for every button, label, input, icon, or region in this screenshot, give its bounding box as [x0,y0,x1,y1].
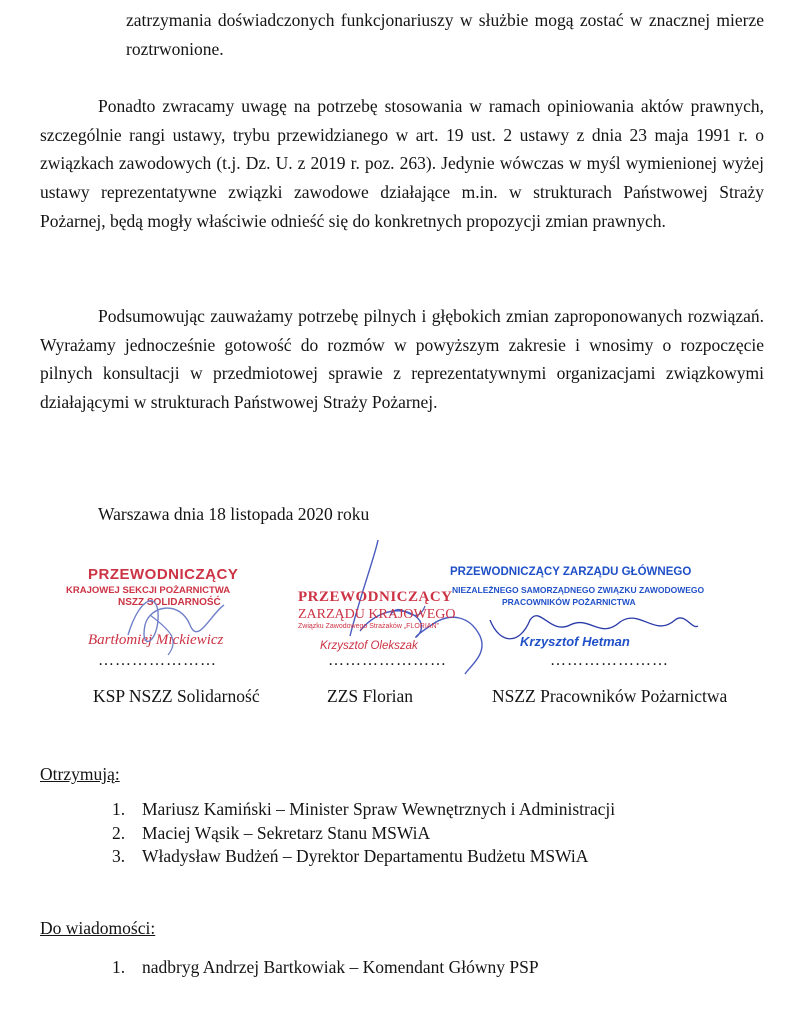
stamp-3-org: NIEZALEŻNEGO SAMORZĄDNEGO ZWIĄZKU ZAWODOWEGO [452,585,705,595]
signature-line-3: ………………… [550,652,669,669]
stamp-2-org: ZARZĄDU KRAJOWEGO [298,607,456,622]
signature-line-2: ………………… [328,652,447,669]
signatory-ksp-solidarnosc: KSP NSZZ Solidarność [93,686,260,706]
signature-line-1: ………………… [98,652,217,669]
signatory-nszz-pracownikow-pozarnictwa: NSZZ Pracowników Pożarnictwa [492,686,728,706]
stamp-2-name: Krzysztof Olekszak [320,640,418,652]
recipient-item: 3. Władysław Budżeń – Dyrektor Departamentu Budżetu MSWiA [112,846,589,867]
stamp-1-union: NSZZ SOLIDARNOŚĆ [118,597,221,608]
recipients-heading: Otrzymują: [40,764,120,784]
stamp-3-union: PRACOWNIKÓW POŻARNICTWA [502,597,636,607]
signatory-zzs-florian: ZZS Florian [327,686,414,706]
recipients-list [112,798,615,869]
stamp-3-name: Krzysztof Hetman [520,634,630,649]
stamp-1-title: PRZEWODNICZĄCY [88,566,239,583]
recipient-item: 1. Mariusz Kamiński – Minister Spraw Wewnętrznych i Administracji [112,799,616,819]
paragraph-consultation: Ponadto zwracamy uwagę na potrzebę stosowania w ramach opiniowania aktów prawnych, szczególnie rangi ustawy, trybu przewidzianego w art. 19 ust. 2 ustawy z dnia 23 maja 1991 r. o związkach zawodowych (t.j. Dz. U. z 2019 r. poz. 263). Jedynie wówczas w myśl wymienionej wyżej ustawy reprezentatywne związki zawodowe działające m.in. w strukturach Państwowej Straży Pożarnej, będą mogły właściwie odnieść się do konkretnych propozycji zmian prawnych. [40,96,764,231]
recipient-item: 2. Maciej Wąsik – Sekretarz Stanu MSWiA [112,822,431,843]
signature-3 [480,600,700,660]
paragraph-continuation: zatrzymania doświadczonych funkcjonariuszy w służbie mogą zostać w znacznej mierze roztrwonione. [126,10,764,59]
signature-1 [120,585,230,660]
stamp-2-title: PRZEWODNICZĄCY [298,589,453,605]
cc-item: 1. nadbryg Andrzej Bartkowiak – Komendant Główny PSP [112,957,539,977]
cc-list [112,956,539,980]
stamp-1-org: KRAJOWEJ SEKCJI POŻARNICTWA [66,585,231,596]
paragraph-summary: Podsumowując zauważamy potrzebę pilnych i głębokich zmian zaproponowanych rozwiązań. Wyrażamy jednocześnie gotowość do rozmów w powyższym zakresie i wnosimy o rozpoczęcie pilnych konsultacji w przedmiotowej sprawie z reprezentatywnymi organizacjami związkowymi działającymi w strukturach Państwowej Straży Pożarnej. [40,306,764,413]
date-line: Warszawa dnia 18 listopada 2020 roku [98,504,370,524]
stamp-3-title: PRZEWODNICZĄCY ZARZĄDU GŁÓWNEGO [450,566,692,578]
stamp-1-name: Bartłomiej Mickiewicz [88,632,224,648]
stamp-2-union: Związku Zawodowego Strażaków „FLORIAN” [298,623,439,630]
cc-heading: Do wiadomości: [40,918,156,938]
